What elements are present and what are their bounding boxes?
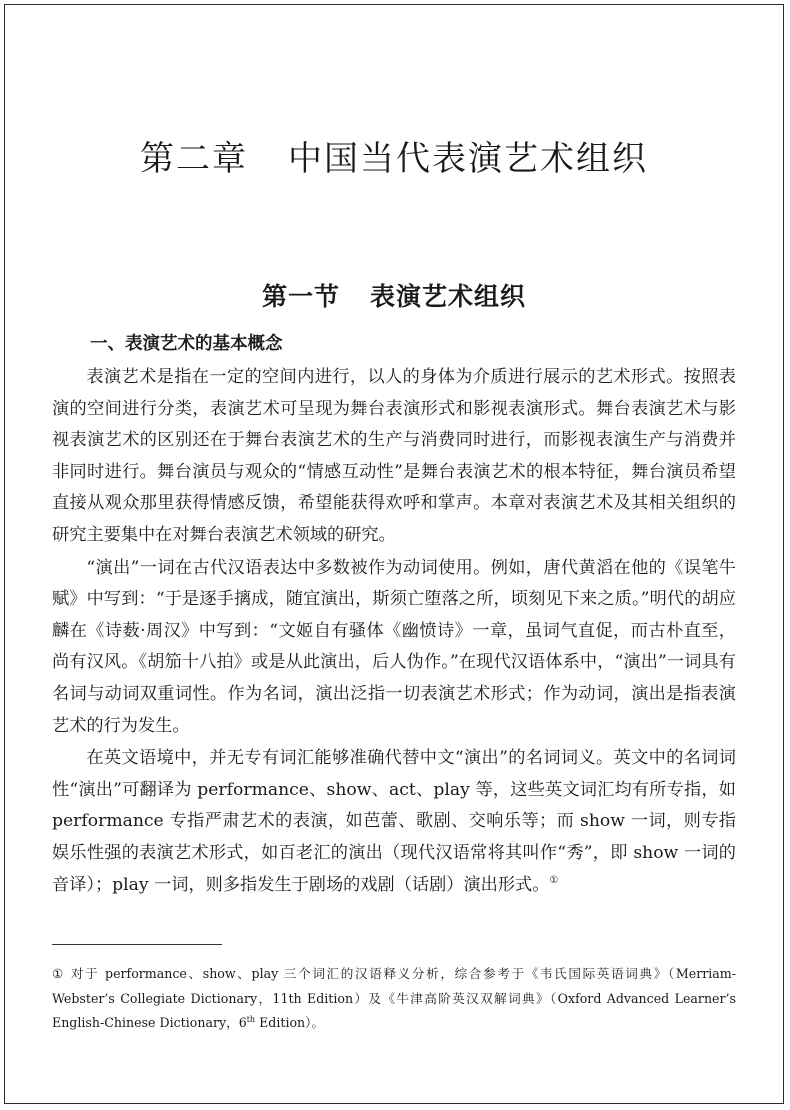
footnote-reference[interactable]: ①	[549, 874, 559, 886]
chapter-title	[52, 131, 736, 180]
subheading: 一、表演艺术的基本概念	[90, 334, 283, 354]
footnote-divider	[52, 944, 222, 945]
body-text	[52, 362, 736, 902]
footnote	[52, 962, 736, 1036]
paragraph-3-text: 在英文语境中，并无专有词汇能够准确代替中文“演出”的名词词义。英文中的名词词性“演出”可翻译为 performance、show、act、play 等，这些英文词汇均有所专指，如 performance 专指严肃艺术的表演，如芭蕾、歌剧、交响乐等；而 show 一词，则专指娱乐性强的表演艺术形式，如百老汇的演出（现代汉语常将其叫作“秀”，即 show 一词的音译）；play 一词，则多指发生于剧场的戏剧（话剧）演出形式。	[52, 748, 736, 895]
paragraph-2: “演出”一词在古代汉语表达中多数被作为动词使用。例如，唐代黄滔在他的《误笔牛赋》中写到：“于是逐手摛成，随宜演出，斯须亡堕落之所，顷刻见下来之质。”明代的胡应麟在《诗薮·周汉》中写到：“文姬自有骚体《幽愤诗》一章，虽词气直促，而古朴直至，尚有汉风。《胡笳十八拍》或是从此演出，后人伪作。”在现代汉语体系中，“演出”一词具有名词与动词双重词性。作为名词，演出泛指一切表演艺术形式；作为动词，演出是指表演艺术的行为发生。	[52, 557, 736, 736]
paragraph-1: 表演艺术是指在一定的空间内进行，以人的身体为介质进行展示的艺术形式。按照表演的空间进行分类，表演艺术可呈现为舞台表演形式和影视表演形式。舞台表演艺术与影视表演艺术的区别还在于舞台表演艺术的生产与消费同时进行，而影视表演生产与消费并非同时进行。舞台演员与观众的“情感互动性”是舞台表演艺术的根本特征，舞台演员希望直接从观众那里获得情感反馈，希望能获得欢呼和掌声。本章对表演艺术及其相关组织的研究主要集中在对舞台表演艺术领域的研究。	[52, 367, 736, 545]
chapter-name: 中国当代表演艺术组织	[288, 138, 648, 179]
paragraph-3	[52, 743, 736, 901]
section-title	[52, 277, 736, 313]
chapter-number: 第二章	[140, 138, 248, 179]
section-number: 第一节	[261, 281, 340, 311]
footnote-marker: ①	[52, 966, 65, 981]
footnote-text-a: 对于 performance、show、play 三个词汇的汉语释义分析，综合参考于《韦氏国际英语词典》（Merriam-Webster’s Collegiate Dictionary，11th Edition）及《牛津高阶英汉双解词典》（Oxford Advanced Learner’s English-Chinese Dictionary，6	[52, 966, 736, 1030]
footnote-text-b: Edition）。	[255, 1015, 325, 1030]
footnote-superscript: th	[246, 1015, 256, 1024]
section-name: 表演艺术组织	[370, 281, 527, 311]
